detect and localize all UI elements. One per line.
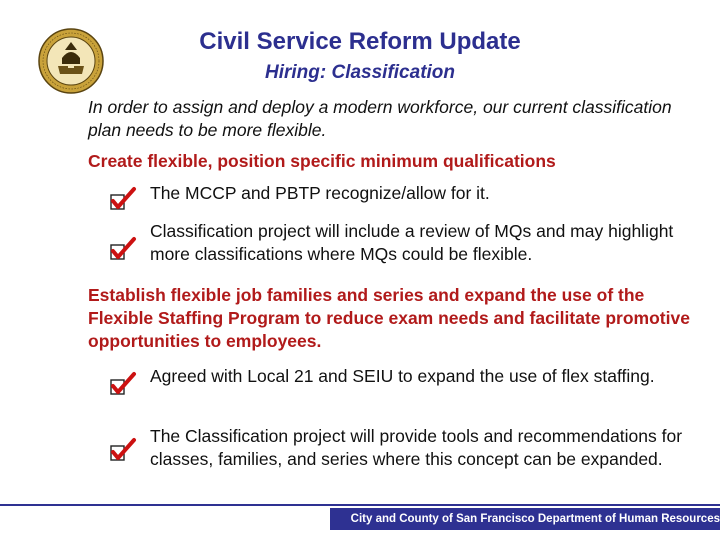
bullet-item [108,425,688,475]
checkmark-icon [108,184,138,214]
bullet-text: The MCCP and PBTP recognize/allow for it. [150,183,490,203]
slide-subtitle: Hiring: Classification [264,62,456,83]
bullet-item [108,220,688,270]
bullet-text: Classification project will include a review of MQs and may highlight more classifications where MQs could be flexible. [150,221,674,264]
section-heading-job-families: Establish flexible job families and series and expand the use of the Flexible Staffing Program to reduce exam needs and facilitate promotive opportunities to employees. [88,285,690,351]
checkmark-icon [108,234,138,264]
slide-title: Civil Service Reform Update [199,28,521,55]
intro-text: In order to assign and deploy a modern workforce, our current classification plan needs to be more flexible. [88,97,672,140]
bullet-text: The Classification project will provide tools and recommendations for classes, families, and series where this concept can be expanded. [150,426,683,469]
section-heading-qualifications: Create flexible, position specific minimum qualifications [88,151,556,171]
bullet-item [108,365,688,415]
bullet-text: Agreed with Local 21 and SEIU to expand the use of flex staffing. [150,366,655,386]
checkmark-icon [108,435,138,465]
footer-divider [0,504,720,506]
footer-banner: City and County of San Francisco Department of Human Resources [330,508,720,530]
checkmark-icon [108,369,138,399]
